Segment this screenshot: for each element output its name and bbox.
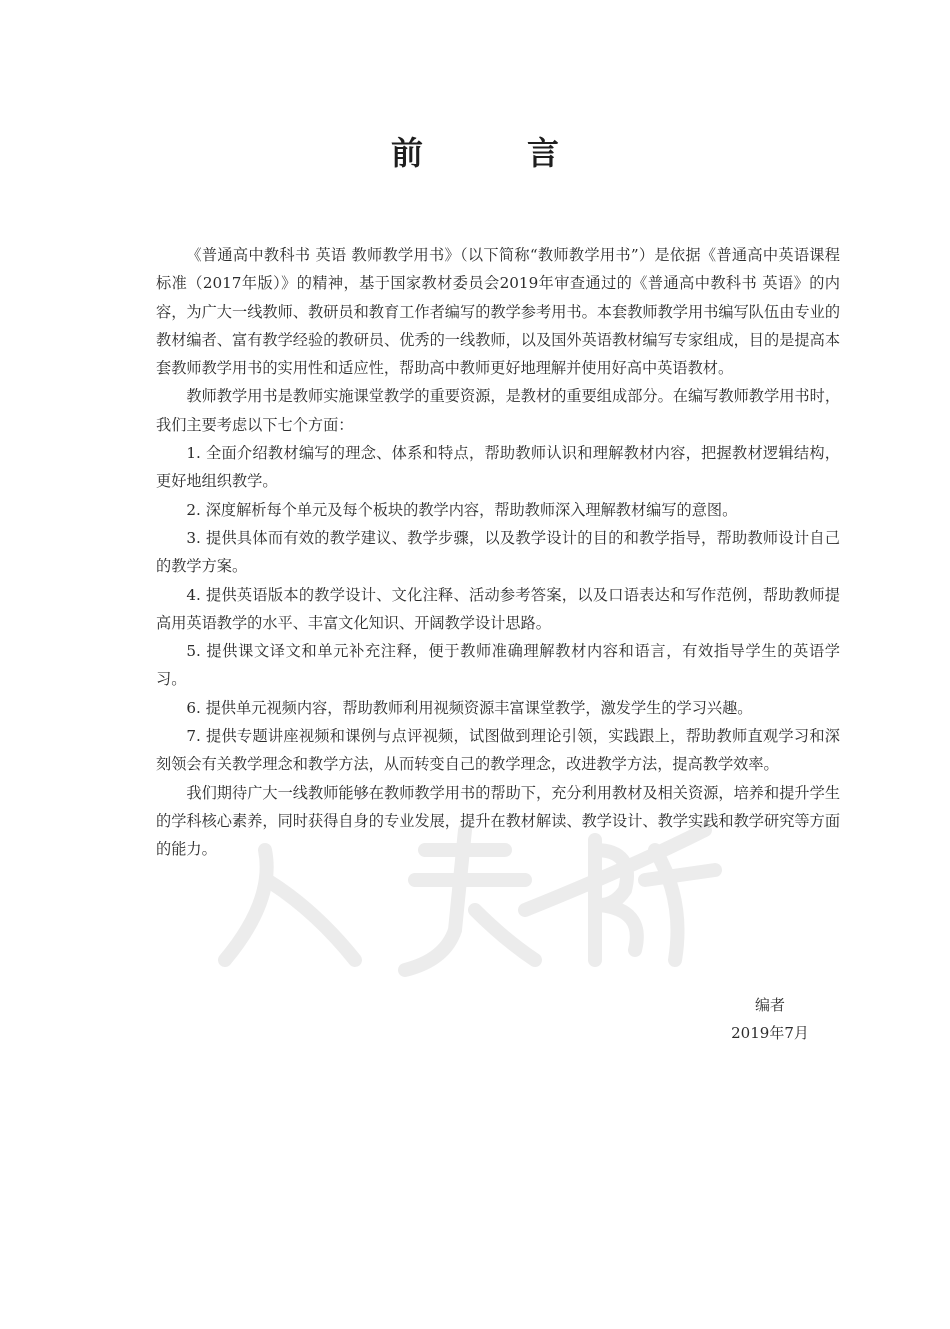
signature-date: 2019年7月 bbox=[731, 1024, 809, 1042]
list-item-1: 1. 全面介绍教材编写的理念、体系和特点，帮助教师认识和理解教材内容，把握教材逻辑结构，更好地组织教学。 bbox=[156, 444, 840, 491]
page-title: 前 言 bbox=[390, 134, 595, 172]
signature-author: 编者 bbox=[754, 996, 785, 1014]
list-item-3: 3. 提供具体而有效的教学建议、教学步骤，以及教学设计的目的和教学指导，帮助教师设计自己的教学方案。 bbox=[156, 528, 840, 576]
list-item-7: 7. 提供专题讲座视频和课例与点评视频，试图做到理论引领，实践跟上，帮助教师直观学习和深刻领会有关教学理念和教学方法，从而转变自己的教学理念，改进教学方法，提高教学效率。 bbox=[156, 727, 840, 774]
list-item-5: 5. 提供课文译文和单元补充注释，便于教师准确理解教材内容和语言，有效指导学生的英语学习。 bbox=[156, 642, 840, 689]
paragraph-aspects: 教师教学用书是教师实施课堂教学的重要资源，是教材的重要组成部分。在编写教师教学用书时，我们主要考虑以下七个方面： bbox=[156, 387, 840, 434]
list-item-6: 6. 提供单元视频内容，帮助教师利用视频资源丰富课堂教学，激发学生的学习兴趣。 bbox=[186, 698, 753, 717]
list-item-4: 4. 提供英语版本的教学设计、文化注释、活动参考答案，以及口语表达和写作范例，帮助教师提高用英语教学的水平、丰富文化知识、开阔教学设计思路。 bbox=[156, 585, 840, 632]
paragraph-closing: 我们期待广大一线教师能够在教师教学用书的帮助下，充分利用教材及相关资源，培养和提升学生的学科核心素养，同时获得自身的专业发展，提升在教材解读、教学设计、教学实践和教学研究等方面的能力。 bbox=[156, 783, 840, 859]
list-item-2: 2. 深度解析每个单元及每个板块的教学内容，帮助教师深入理解教材编写的意图。 bbox=[186, 500, 738, 519]
paragraph-intro: 《普通高中教科书 英语 教师教学用书》（以下简称“教师教学用书”）是依据《普通高中英语课程标准（2017年版）》的精神，基于国家教材委员会2019年审查通过的《普通高中教科书 英语》的内容，为广大一线教师、教研员和教育工作者编写的教学参考用书。本套教师教学用书编写队伍由专业的教材编者、富有教学经验的教研员、优秀的一线教师，以及国外英语教材编写专家组成，目的是提高本套教师教学用书的实用性和适应性，帮助高中教师更好地理解并使用好高中英语教材。 bbox=[156, 246, 840, 378]
preface-body bbox=[156, 241, 840, 864]
